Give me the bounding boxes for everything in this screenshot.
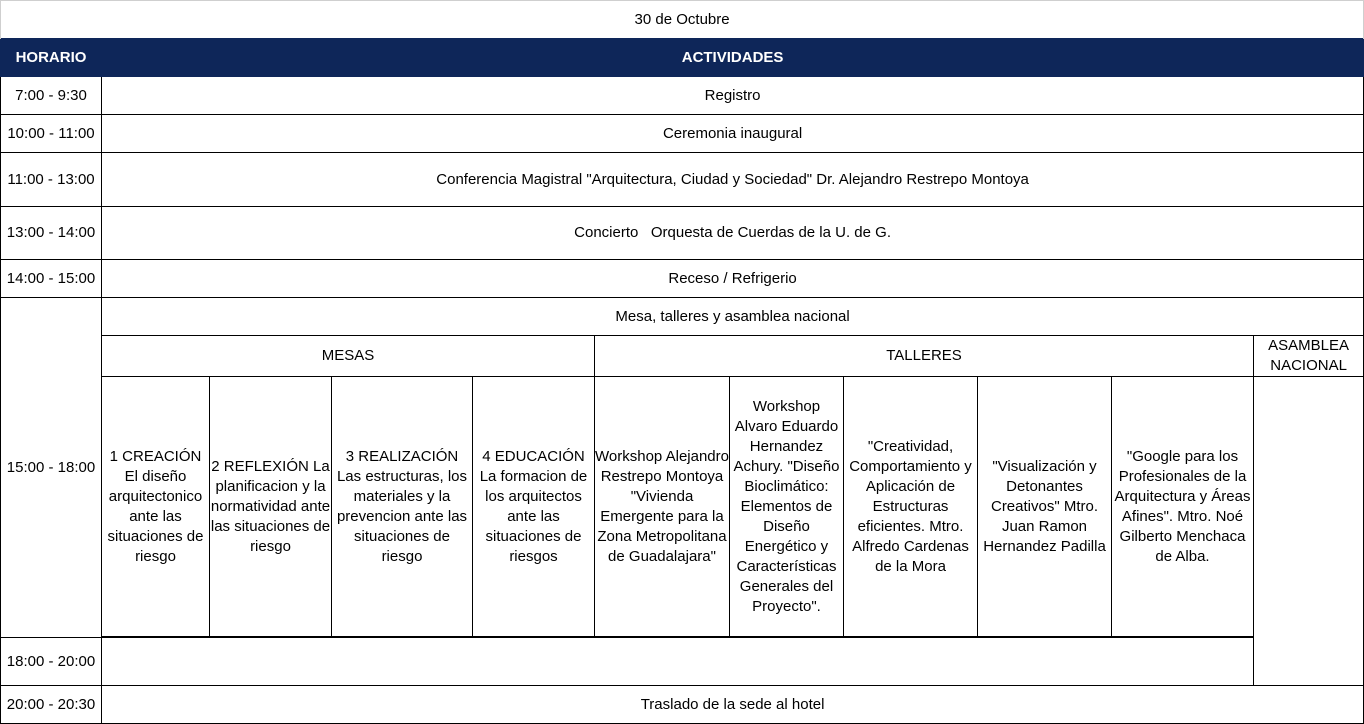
activity-cell: Receso / Refrigerio	[102, 260, 1364, 298]
header-horario: HORARIO	[1, 39, 102, 77]
header-actividades: ACTIVIDADES	[102, 39, 1364, 77]
mesa-cell: 2 REFLEXIÓN La planificacion y la normatividad ante las situaciones de riesgo	[210, 377, 332, 637]
time-cell: 15:00 - 18:00	[1, 298, 102, 638]
taller-cell: "Creatividad, Comportamiento y Aplicación de Estructuras eficientes. Mtro. Alfredo Cardenas de la Mora	[844, 377, 978, 637]
activity-cell: Concierto Orquesta de Cuerdas de la U. de G.	[102, 207, 1364, 260]
taller-cell: Workshop Alvaro Eduardo Hernandez Achury. "Diseño Bioclimático: Elementos de Diseño Energético y Características Generales del Proyecto".	[730, 377, 844, 637]
table-row	[1, 115, 1364, 153]
group-talleres: TALLERES	[595, 336, 1254, 377]
group-header-row	[1, 336, 1364, 377]
table-row	[1, 638, 1364, 686]
activity-cell: Ceremonia inaugural	[102, 115, 1364, 153]
table-row	[1, 298, 1364, 336]
time-cell: 7:00 - 9:30	[1, 77, 102, 115]
taller-cell: "Visualización y Detonantes Creativos" Mtro. Juan Ramon Hernandez Padilla	[978, 377, 1112, 637]
mesa-cell: 4 EDUCACIÓN La formacion de los arquitectos ante las situaciones de riesgos	[473, 377, 595, 637]
activity-cell: Traslado de la sede al hotel	[102, 686, 1364, 724]
asamblea-cell	[1254, 377, 1364, 686]
table-row	[1, 153, 1364, 207]
activity-cell: Conferencia Magistral "Arquitectura, Ciudad y Sociedad" Dr. Alejandro Restrepo Montoya	[102, 153, 1364, 207]
sessions-row	[1, 377, 1364, 637]
table-row	[1, 207, 1364, 260]
table-row	[1, 77, 1364, 115]
activity-cell: Registro	[102, 77, 1364, 115]
group-mesas: MESAS	[102, 336, 595, 377]
activity-cell	[102, 638, 1254, 686]
taller-cell: Workshop Alejandro Restrepo Montoya "Vivienda Emergente para la Zona Metropolitana de Guadalajara"	[595, 377, 730, 637]
group-asamblea: ASAMBLEA NACIONAL	[1254, 336, 1364, 377]
time-cell: 13:00 - 14:00	[1, 207, 102, 260]
taller-cell: "Google para los Profesionales de la Arquitectura y Áreas Afines". Mtro. Noé Gilberto Menchaca de Alba.	[1112, 377, 1254, 637]
time-cell: 11:00 - 13:00	[1, 153, 102, 207]
time-cell: 18:00 - 20:00	[1, 638, 102, 686]
time-cell: 10:00 - 11:00	[1, 115, 102, 153]
mesa-cell: 1 CREACIÓN El diseño arquitectonico ante las situaciones de riesgo	[102, 377, 210, 637]
time-cell: 20:00 - 20:30	[1, 686, 102, 724]
section-cell: Mesa, talleres y asamblea nacional	[102, 298, 1364, 336]
mesa-cell: 3 REALIZACIÓN Las estructuras, los materiales y la prevencion ante las situaciones de riesgo	[332, 377, 473, 637]
table-row	[1, 686, 1364, 724]
time-cell: 14:00 - 15:00	[1, 260, 102, 298]
table-row	[1, 260, 1364, 298]
page-title: 30 de Octubre	[1, 1, 1364, 39]
